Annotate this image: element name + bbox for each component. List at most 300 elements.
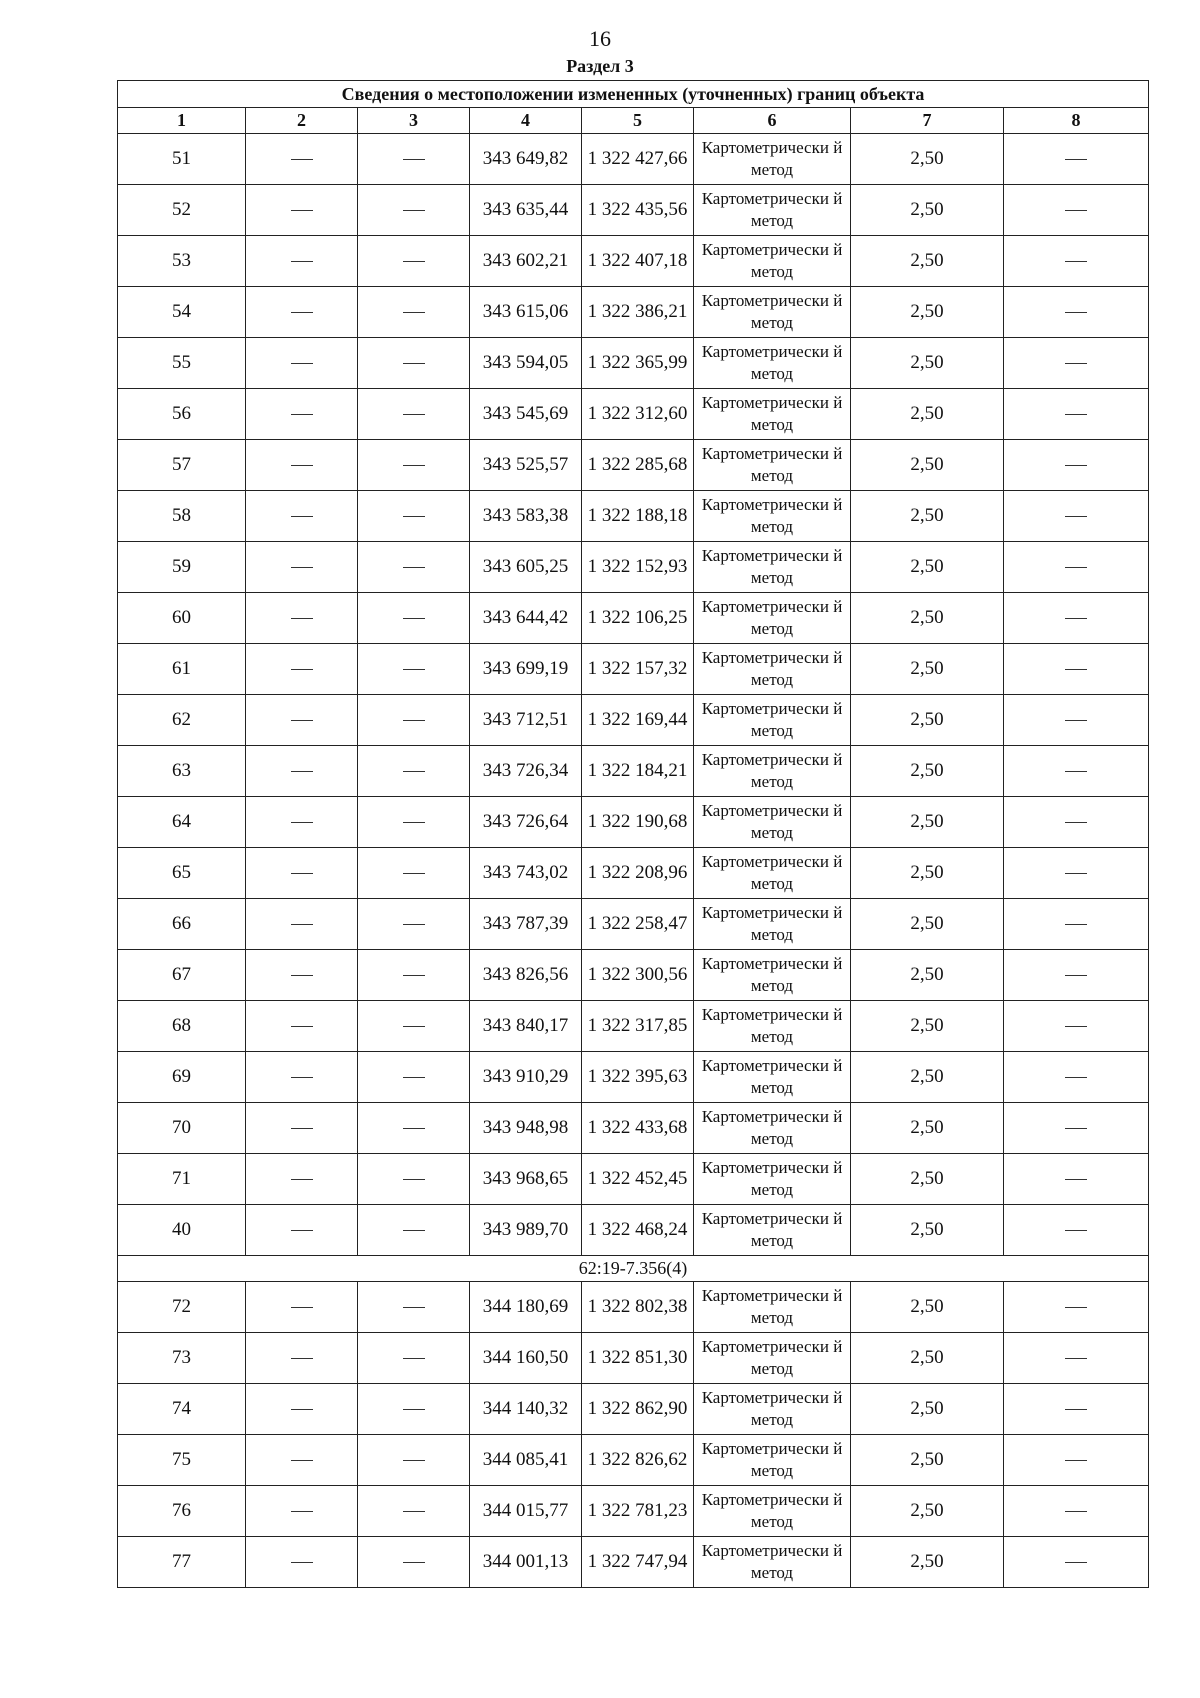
empty-cell bbox=[1004, 542, 1149, 593]
empty-cell bbox=[246, 1103, 358, 1154]
coordinate-x: 343 826,56 bbox=[470, 950, 582, 1001]
coordinate-x: 343 525,57 bbox=[470, 440, 582, 491]
method-cell: Картометрически й метод bbox=[694, 644, 851, 695]
empty-cell bbox=[246, 1205, 358, 1256]
coordinate-y: 1 322 802,38 bbox=[582, 1282, 694, 1333]
coordinate-y: 1 322 386,21 bbox=[582, 287, 694, 338]
method-cell: Картометрически й метод bbox=[694, 1384, 851, 1435]
method-cell: Картометрически й метод bbox=[694, 593, 851, 644]
table-title-row bbox=[118, 81, 1149, 108]
column-header: 7 bbox=[851, 108, 1004, 134]
coordinate-x: 343 743,02 bbox=[470, 848, 582, 899]
dash-mark bbox=[1065, 669, 1087, 670]
accuracy-cell: 2,50 bbox=[851, 440, 1004, 491]
point-number: 40 bbox=[118, 1205, 246, 1256]
dash-mark bbox=[403, 159, 425, 160]
empty-cell bbox=[1004, 1435, 1149, 1486]
method-cell: Картометрически й метод bbox=[694, 1052, 851, 1103]
boundary-table bbox=[117, 80, 1149, 1588]
empty-cell bbox=[1004, 1103, 1149, 1154]
dash-mark bbox=[291, 924, 313, 925]
coordinate-y: 1 322 317,85 bbox=[582, 1001, 694, 1052]
coordinate-y: 1 322 188,18 bbox=[582, 491, 694, 542]
coordinate-x: 343 615,06 bbox=[470, 287, 582, 338]
table-row bbox=[118, 746, 1149, 797]
dash-mark bbox=[291, 1460, 313, 1461]
empty-cell bbox=[246, 746, 358, 797]
coordinate-y: 1 322 781,23 bbox=[582, 1486, 694, 1537]
dash-mark bbox=[291, 210, 313, 211]
point-number: 66 bbox=[118, 899, 246, 950]
empty-cell bbox=[246, 1537, 358, 1588]
table-row bbox=[118, 1384, 1149, 1435]
column-header: 6 bbox=[694, 108, 851, 134]
accuracy-cell: 2,50 bbox=[851, 389, 1004, 440]
point-number: 53 bbox=[118, 236, 246, 287]
table-row bbox=[118, 644, 1149, 695]
empty-cell bbox=[1004, 134, 1149, 185]
dash-mark bbox=[1065, 1026, 1087, 1027]
coordinate-x: 344 001,13 bbox=[470, 1537, 582, 1588]
coordinate-y: 1 322 826,62 bbox=[582, 1435, 694, 1486]
empty-cell bbox=[358, 1333, 470, 1384]
column-header-row bbox=[118, 108, 1149, 134]
point-number: 55 bbox=[118, 338, 246, 389]
empty-cell bbox=[358, 593, 470, 644]
empty-cell bbox=[1004, 899, 1149, 950]
method-cell: Картометрически й метод bbox=[694, 1205, 851, 1256]
point-number: 62 bbox=[118, 695, 246, 746]
dash-mark bbox=[291, 1128, 313, 1129]
empty-cell bbox=[358, 338, 470, 389]
empty-cell bbox=[246, 236, 358, 287]
empty-cell bbox=[246, 389, 358, 440]
dash-mark bbox=[291, 618, 313, 619]
accuracy-cell: 2,50 bbox=[851, 185, 1004, 236]
point-number: 64 bbox=[118, 797, 246, 848]
method-cell: Картометрически й метод bbox=[694, 440, 851, 491]
empty-cell bbox=[358, 236, 470, 287]
empty-cell bbox=[246, 542, 358, 593]
table-row bbox=[118, 440, 1149, 491]
coordinate-y: 1 322 312,60 bbox=[582, 389, 694, 440]
method-cell: Картометрически й метод bbox=[694, 1154, 851, 1205]
accuracy-cell: 2,50 bbox=[851, 287, 1004, 338]
empty-cell bbox=[1004, 287, 1149, 338]
accuracy-cell: 2,50 bbox=[851, 1435, 1004, 1486]
dash-mark bbox=[1065, 363, 1087, 364]
empty-cell bbox=[1004, 593, 1149, 644]
coordinate-y: 1 322 452,45 bbox=[582, 1154, 694, 1205]
table-row bbox=[118, 389, 1149, 440]
dash-mark bbox=[291, 516, 313, 517]
dash-mark bbox=[291, 720, 313, 721]
coordinate-x: 343 649,82 bbox=[470, 134, 582, 185]
dash-mark bbox=[403, 822, 425, 823]
method-cell: Картометрически й метод bbox=[694, 134, 851, 185]
coordinate-x: 343 594,05 bbox=[470, 338, 582, 389]
empty-cell bbox=[246, 134, 358, 185]
dash-mark bbox=[291, 1511, 313, 1512]
empty-cell bbox=[1004, 1333, 1149, 1384]
dash-mark bbox=[403, 516, 425, 517]
point-number: 75 bbox=[118, 1435, 246, 1486]
dash-mark bbox=[403, 1179, 425, 1180]
empty-cell bbox=[1004, 236, 1149, 287]
empty-cell bbox=[1004, 389, 1149, 440]
coordinate-x: 343 910,29 bbox=[470, 1052, 582, 1103]
empty-cell bbox=[246, 1435, 358, 1486]
empty-cell bbox=[246, 1486, 358, 1537]
point-number: 71 bbox=[118, 1154, 246, 1205]
method-cell: Картометрически й метод bbox=[694, 848, 851, 899]
empty-cell bbox=[358, 440, 470, 491]
coordinate-y: 1 322 184,21 bbox=[582, 746, 694, 797]
dash-mark bbox=[1065, 1460, 1087, 1461]
coordinate-x: 343 602,21 bbox=[470, 236, 582, 287]
coordinate-y: 1 322 468,24 bbox=[582, 1205, 694, 1256]
point-number: 73 bbox=[118, 1333, 246, 1384]
dash-mark bbox=[1065, 1307, 1087, 1308]
dash-mark bbox=[403, 975, 425, 976]
accuracy-cell: 2,50 bbox=[851, 1486, 1004, 1537]
accuracy-cell: 2,50 bbox=[851, 1205, 1004, 1256]
accuracy-cell: 2,50 bbox=[851, 542, 1004, 593]
empty-cell bbox=[1004, 950, 1149, 1001]
empty-cell bbox=[1004, 1384, 1149, 1435]
dash-mark bbox=[291, 822, 313, 823]
column-header: 8 bbox=[1004, 108, 1149, 134]
method-cell: Картометрически й метод bbox=[694, 797, 851, 848]
empty-cell bbox=[1004, 185, 1149, 236]
empty-cell bbox=[1004, 1537, 1149, 1588]
empty-cell bbox=[358, 1486, 470, 1537]
dash-mark bbox=[1065, 1077, 1087, 1078]
accuracy-cell: 2,50 bbox=[851, 1537, 1004, 1588]
dash-mark bbox=[1065, 873, 1087, 874]
method-cell: Картометрически й метод bbox=[694, 899, 851, 950]
method-cell: Картометрически й метод bbox=[694, 542, 851, 593]
coordinate-y: 1 322 285,68 bbox=[582, 440, 694, 491]
table-row bbox=[118, 899, 1149, 950]
table-row bbox=[118, 1435, 1149, 1486]
empty-cell bbox=[358, 1001, 470, 1052]
dash-mark bbox=[403, 1409, 425, 1410]
dash-mark bbox=[1065, 1562, 1087, 1563]
empty-cell bbox=[246, 1384, 358, 1435]
accuracy-cell: 2,50 bbox=[851, 338, 1004, 389]
coordinate-x: 343 968,65 bbox=[470, 1154, 582, 1205]
table-row bbox=[118, 338, 1149, 389]
empty-cell bbox=[358, 950, 470, 1001]
empty-cell bbox=[1004, 746, 1149, 797]
coordinate-x: 343 545,69 bbox=[470, 389, 582, 440]
empty-cell bbox=[358, 899, 470, 950]
dash-mark bbox=[291, 414, 313, 415]
dash-mark bbox=[403, 924, 425, 925]
coordinate-x: 343 644,42 bbox=[470, 593, 582, 644]
dash-mark bbox=[1065, 312, 1087, 313]
dash-mark bbox=[291, 261, 313, 262]
dash-mark bbox=[291, 1026, 313, 1027]
dash-mark bbox=[1065, 618, 1087, 619]
empty-cell bbox=[246, 1333, 358, 1384]
empty-cell bbox=[1004, 1052, 1149, 1103]
method-cell: Картометрически й метод bbox=[694, 1333, 851, 1384]
accuracy-cell: 2,50 bbox=[851, 1103, 1004, 1154]
table-row bbox=[118, 1537, 1149, 1588]
empty-cell bbox=[1004, 1282, 1149, 1333]
empty-cell bbox=[358, 389, 470, 440]
method-cell: Картометрически й метод bbox=[694, 491, 851, 542]
point-number: 65 bbox=[118, 848, 246, 899]
dash-mark bbox=[291, 159, 313, 160]
point-number: 76 bbox=[118, 1486, 246, 1537]
dash-mark bbox=[291, 669, 313, 670]
method-cell: Картометрически й метод bbox=[694, 1435, 851, 1486]
dash-mark bbox=[403, 1230, 425, 1231]
coordinate-x: 344 140,32 bbox=[470, 1384, 582, 1435]
coordinate-x: 343 726,64 bbox=[470, 797, 582, 848]
dash-mark bbox=[1065, 1358, 1087, 1359]
method-cell: Картометрически й метод bbox=[694, 185, 851, 236]
coordinate-x: 343 840,17 bbox=[470, 1001, 582, 1052]
empty-cell bbox=[358, 287, 470, 338]
accuracy-cell: 2,50 bbox=[851, 491, 1004, 542]
table-row bbox=[118, 1103, 1149, 1154]
method-cell: Картометрически й метод bbox=[694, 950, 851, 1001]
empty-cell bbox=[246, 899, 358, 950]
table-row bbox=[118, 1282, 1149, 1333]
coordinate-y: 1 322 106,25 bbox=[582, 593, 694, 644]
empty-cell bbox=[1004, 797, 1149, 848]
empty-cell bbox=[246, 797, 358, 848]
coordinate-y: 1 322 407,18 bbox=[582, 236, 694, 287]
empty-cell bbox=[358, 185, 470, 236]
dash-mark bbox=[1065, 1511, 1087, 1512]
empty-cell bbox=[358, 695, 470, 746]
table-row bbox=[118, 236, 1149, 287]
dash-mark bbox=[403, 414, 425, 415]
method-cell: Картометрически й метод bbox=[694, 1001, 851, 1052]
coordinate-x: 343 726,34 bbox=[470, 746, 582, 797]
dash-mark bbox=[403, 465, 425, 466]
column-header: 5 bbox=[582, 108, 694, 134]
coordinate-x: 344 015,77 bbox=[470, 1486, 582, 1537]
coordinate-y: 1 322 152,93 bbox=[582, 542, 694, 593]
point-number: 60 bbox=[118, 593, 246, 644]
coordinate-y: 1 322 435,56 bbox=[582, 185, 694, 236]
dash-mark bbox=[403, 1128, 425, 1129]
point-number: 69 bbox=[118, 1052, 246, 1103]
coordinate-x: 343 583,38 bbox=[470, 491, 582, 542]
empty-cell bbox=[246, 1001, 358, 1052]
coordinate-y: 1 322 395,63 bbox=[582, 1052, 694, 1103]
dash-mark bbox=[403, 1026, 425, 1027]
empty-cell bbox=[246, 695, 358, 746]
empty-cell bbox=[1004, 1205, 1149, 1256]
column-header: 2 bbox=[246, 108, 358, 134]
dash-mark bbox=[291, 465, 313, 466]
accuracy-cell: 2,50 bbox=[851, 1384, 1004, 1435]
point-number: 77 bbox=[118, 1537, 246, 1588]
table-row bbox=[118, 1154, 1149, 1205]
empty-cell bbox=[246, 491, 358, 542]
accuracy-cell: 2,50 bbox=[851, 593, 1004, 644]
empty-cell bbox=[1004, 644, 1149, 695]
point-number: 57 bbox=[118, 440, 246, 491]
empty-cell bbox=[358, 848, 470, 899]
column-header: 1 bbox=[118, 108, 246, 134]
dash-mark bbox=[1065, 1230, 1087, 1231]
dash-mark bbox=[1065, 567, 1087, 568]
point-number: 51 bbox=[118, 134, 246, 185]
dash-mark bbox=[403, 1562, 425, 1563]
empty-cell bbox=[246, 287, 358, 338]
dash-mark bbox=[403, 1358, 425, 1359]
empty-cell bbox=[246, 593, 358, 644]
dash-mark bbox=[403, 618, 425, 619]
dash-mark bbox=[291, 771, 313, 772]
table-row bbox=[118, 287, 1149, 338]
dash-mark bbox=[403, 1077, 425, 1078]
dash-mark bbox=[1065, 822, 1087, 823]
coordinate-y: 1 322 300,56 bbox=[582, 950, 694, 1001]
empty-cell bbox=[1004, 440, 1149, 491]
table-row bbox=[118, 1052, 1149, 1103]
table-row bbox=[118, 950, 1149, 1001]
table-row bbox=[118, 1486, 1149, 1537]
dash-mark bbox=[403, 873, 425, 874]
dash-mark bbox=[1065, 210, 1087, 211]
accuracy-cell: 2,50 bbox=[851, 746, 1004, 797]
empty-cell bbox=[246, 848, 358, 899]
dash-mark bbox=[1065, 975, 1087, 976]
dash-mark bbox=[291, 873, 313, 874]
method-cell: Картометрически й метод bbox=[694, 1103, 851, 1154]
point-number: 70 bbox=[118, 1103, 246, 1154]
dash-mark bbox=[403, 261, 425, 262]
coordinate-x: 344 180,69 bbox=[470, 1282, 582, 1333]
empty-cell bbox=[358, 1537, 470, 1588]
empty-cell bbox=[1004, 848, 1149, 899]
coordinate-x: 343 787,39 bbox=[470, 899, 582, 950]
dash-mark bbox=[1065, 771, 1087, 772]
dash-mark bbox=[1065, 414, 1087, 415]
dash-mark bbox=[291, 1562, 313, 1563]
coordinate-y: 1 322 747,94 bbox=[582, 1537, 694, 1588]
empty-cell bbox=[358, 1103, 470, 1154]
coordinate-x: 344 085,41 bbox=[470, 1435, 582, 1486]
dash-mark bbox=[1065, 516, 1087, 517]
group-label-row bbox=[118, 1256, 1149, 1282]
dash-mark bbox=[403, 1511, 425, 1512]
coordinate-x: 343 635,44 bbox=[470, 185, 582, 236]
empty-cell bbox=[358, 134, 470, 185]
point-number: 54 bbox=[118, 287, 246, 338]
coordinate-y: 1 322 157,32 bbox=[582, 644, 694, 695]
accuracy-cell: 2,50 bbox=[851, 950, 1004, 1001]
dash-mark bbox=[403, 1307, 425, 1308]
empty-cell bbox=[1004, 1154, 1149, 1205]
point-number: 72 bbox=[118, 1282, 246, 1333]
method-cell: Картометрически й метод bbox=[694, 338, 851, 389]
table-row bbox=[118, 848, 1149, 899]
point-number: 52 bbox=[118, 185, 246, 236]
accuracy-cell: 2,50 bbox=[851, 644, 1004, 695]
coordinate-y: 1 322 258,47 bbox=[582, 899, 694, 950]
empty-cell bbox=[358, 1435, 470, 1486]
empty-cell bbox=[246, 1052, 358, 1103]
coordinate-x: 343 989,70 bbox=[470, 1205, 582, 1256]
table-row bbox=[118, 1333, 1149, 1384]
dash-mark bbox=[403, 312, 425, 313]
table-title: Сведения о местоположении измененных (уточненных) границ объекта bbox=[118, 81, 1149, 108]
coordinate-x: 344 160,50 bbox=[470, 1333, 582, 1384]
dash-mark bbox=[403, 720, 425, 721]
dash-mark bbox=[291, 1077, 313, 1078]
empty-cell bbox=[1004, 338, 1149, 389]
empty-cell bbox=[1004, 1001, 1149, 1052]
empty-cell bbox=[358, 491, 470, 542]
coordinate-y: 1 322 433,68 bbox=[582, 1103, 694, 1154]
method-cell: Картометрически й метод bbox=[694, 236, 851, 287]
coordinate-y: 1 322 851,30 bbox=[582, 1333, 694, 1384]
method-cell: Картометрически й метод bbox=[694, 746, 851, 797]
dash-mark bbox=[403, 567, 425, 568]
accuracy-cell: 2,50 bbox=[851, 1282, 1004, 1333]
empty-cell bbox=[1004, 491, 1149, 542]
dash-mark bbox=[291, 1409, 313, 1410]
point-number: 74 bbox=[118, 1384, 246, 1435]
empty-cell bbox=[358, 1154, 470, 1205]
table-row bbox=[118, 797, 1149, 848]
coordinate-x: 343 699,19 bbox=[470, 644, 582, 695]
dash-mark bbox=[291, 975, 313, 976]
empty-cell bbox=[246, 1154, 358, 1205]
point-number: 67 bbox=[118, 950, 246, 1001]
accuracy-cell: 2,50 bbox=[851, 236, 1004, 287]
dash-mark bbox=[291, 312, 313, 313]
empty-cell bbox=[246, 1282, 358, 1333]
dash-mark bbox=[403, 210, 425, 211]
empty-cell bbox=[358, 1282, 470, 1333]
empty-cell bbox=[246, 440, 358, 491]
dash-mark bbox=[1065, 1128, 1087, 1129]
dash-mark bbox=[1065, 720, 1087, 721]
method-cell: Картометрически й метод bbox=[694, 389, 851, 440]
page-number: 16 bbox=[589, 26, 611, 51]
coordinate-x: 343 948,98 bbox=[470, 1103, 582, 1154]
empty-cell bbox=[246, 644, 358, 695]
table-row bbox=[118, 491, 1149, 542]
accuracy-cell: 2,50 bbox=[851, 848, 1004, 899]
point-number: 56 bbox=[118, 389, 246, 440]
accuracy-cell: 2,50 bbox=[851, 899, 1004, 950]
empty-cell bbox=[358, 542, 470, 593]
dash-mark bbox=[291, 1307, 313, 1308]
table-row bbox=[118, 1205, 1149, 1256]
dash-mark bbox=[1065, 924, 1087, 925]
dash-mark bbox=[1065, 465, 1087, 466]
accuracy-cell: 2,50 bbox=[851, 1001, 1004, 1052]
dash-mark bbox=[291, 567, 313, 568]
dash-mark bbox=[291, 363, 313, 364]
method-cell: Картометрически й метод bbox=[694, 1486, 851, 1537]
dash-mark bbox=[403, 363, 425, 364]
dash-mark bbox=[291, 1179, 313, 1180]
accuracy-cell: 2,50 bbox=[851, 1154, 1004, 1205]
